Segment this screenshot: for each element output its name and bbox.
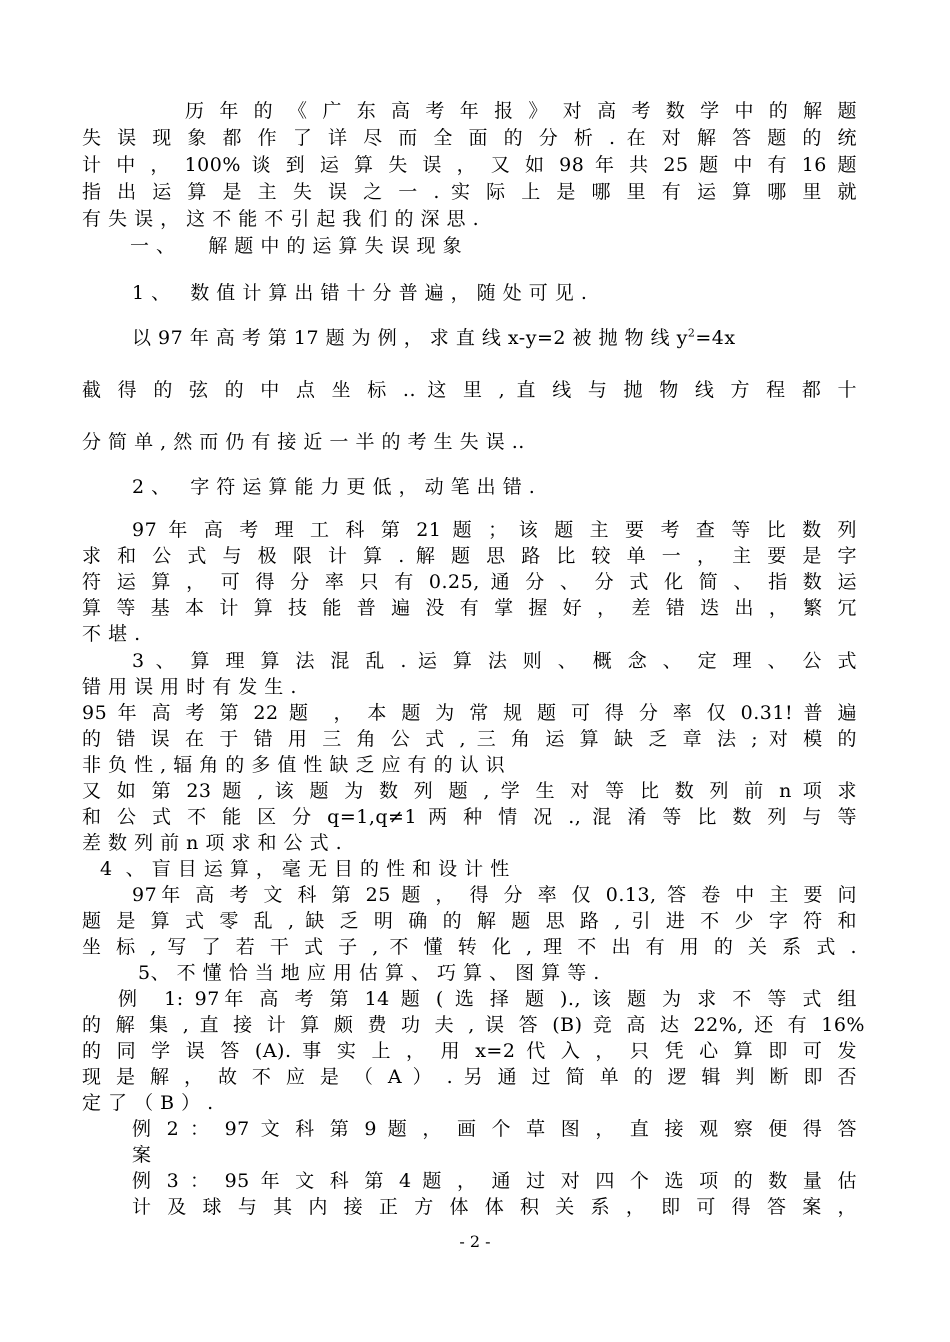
text-line: 现 是 解 ， 故 不 应 是 （ A ） . 另 通 过 简 单 的 逻 辑 判 断 即 否 <box>82 1066 857 1088</box>
text-line: 非 负 性 , 辐 角 的 多 值 性 缺 乏 应 有 的 认 识 <box>82 754 506 776</box>
text-line: 坐 标 , 写 了 若 干 式 子 , 不 懂 转 化 , 理 不 出 有 用 的 关 系 式 . <box>82 936 857 958</box>
section-heading: 一 、 解 题 中 的 运 算 失 误 现 象 <box>130 235 463 257</box>
text-line: 的 同 学 误 答 (A). 事 实 上 ， 用 x=2 代 入 ， 只 凭 心 算 即 可 发 <box>82 1040 857 1062</box>
text-line: 符 运 算 ， 可 得 分 率 只 有 0.25, 通 分 、 分 式 化 简 、 指 数 运 <box>82 571 857 593</box>
text-line: 差 数 列 前 n 项 求 和 公 式 . <box>82 832 343 854</box>
text-line: 求 和 公 式 与 极 限 计 算 . 解 题 思 路 比 较 单 一 ， 主 要 是 字 <box>82 545 857 567</box>
page-number: - 2 - <box>459 1232 491 1251</box>
text-line: 例 3 ： 95 年 文 科 第 4 题 ， 通 过 对 四 个 选 项 的 数 量 估 <box>132 1170 857 1192</box>
text-line: 失 误 现 象 都 作 了 详 尽 而 全 面 的 分 析 . 在 对 解 答 题 的 统 <box>82 127 857 149</box>
text-line: 不 堪 . <box>82 623 141 645</box>
text-line: 案 <box>132 1144 152 1166</box>
text-line: 97年 高 考 文 科 第 25 题 ， 得 分 率 仅 0.13, 答 卷 中 主 要 问 <box>132 884 857 906</box>
text-line: 题 是 算 式 零 乱 , 缺 乏 明 确 的 解 题 思 路 , 引 进 不 少 字 符 和 <box>82 910 857 932</box>
text-line: 和 公 式 不 能 区 分 q=1,q≠1 两 种 情 况 ., 混 淆 等 比 数 列 与 等 <box>82 806 857 828</box>
subsection-heading: 4 、 盲 目 运 算 ， 毫 无 目 的 性 和 设 计 性 <box>100 858 510 880</box>
subsection-heading: 1 、 数 值 计 算 出 错 十 分 普 遍 ， 随 处 可 见 . <box>132 282 588 304</box>
subsection-heading: 5、 不 懂 恰 当 地 应 用 估 算 、 巧 算 、 图 算 等 . <box>138 962 600 984</box>
text-line: 计 中 ， 100% 谈 到 运 算 失 误 ， 又 如 98 年 共 25 题 中 有 16 题 <box>82 154 857 176</box>
text-line: 以 97 年 高 考 第 17 题 为 例 ， 求 直 线 x-y=2 被 抛 物 线 $y^2=4x$ <box>132 326 736 349</box>
text-line: 例 2 ： 97 文 科 第 9 题 ， 画 个 草 图 ， 直 接 观 察 便 得 答 <box>132 1118 857 1140</box>
text-line: 错 用 误 用 时 有 发 生 . <box>82 676 297 698</box>
text-line: 例 1: 97年 高 考 第 14 题 ( 选 择 题 )., 该 题 为 求 不 等 式 组 <box>118 988 857 1010</box>
text-line: 有 失 误 ， 这 不 能 不 引 起 我 们 的 深 思 . <box>82 208 480 230</box>
subsection-heading: 3 、 算 理 算 法 混 乱 . 运 算 法 则 、 概 念 、 定 理 、 公 式 <box>132 650 857 672</box>
text-line: 分 简 单 , 然 而 仍 有 接 近 一 半 的 考 生 失 误 .. <box>82 431 525 453</box>
text-line: 的 解 集 , 直 接 计 算 颇 费 功 夫 , 误 答 (B) 竞 高 达 22%, 还 有 16% <box>82 1014 865 1036</box>
text-line: 历 年 的 《 广 东 高 考 年 报 》 对 高 考 数 学 中 的 解 题 <box>185 100 857 122</box>
text-line: 指 出 运 算 是 主 失 误 之 一 . 实 际 上 是 哪 里 有 运 算 哪 里 就 <box>82 181 857 203</box>
text-line: 算 等 基 本 计 算 技 能 普 遍 没 有 掌 握 好 ， 差 错 迭 出 ， 繁 冗 <box>82 597 857 619</box>
subsection-heading: 2 、 字 符 运 算 能 力 更 低 ， 动 笔 出 错 . <box>132 476 536 498</box>
text-line: 的 错 误 在 于 错 用 三 角 公 式 , 三 角 运 算 缺 乏 章 法 ; 对 模 的 <box>82 728 857 750</box>
text-line: 计 及 球 与 其 内 接 正 方 体 体 积 关 系 ， 即 可 得 答 案 ， <box>132 1196 857 1218</box>
text-line: 定 了 （ B ） . <box>82 1092 214 1114</box>
text-line: 又 如 第 23 题 , 该 题 为 数 列 题 , 学 生 对 等 比 数 列 前 n 项 求 <box>82 780 857 802</box>
text-line: 97 年 高 考 理 工 科 第 21 题 ； 该 题 主 要 考 查 等 比 数 列 <box>132 519 857 541</box>
text-line: 截 得 的 弦 的 中 点 坐 标 .. 这 里 , 直 线 与 抛 物 线 方 程 都 十 <box>82 379 857 401</box>
text-line: 95 年 高 考 第 22 题 ， 本 题 为 常 规 题 可 得 分 率 仅 0.31! 普 遍 <box>82 702 857 724</box>
